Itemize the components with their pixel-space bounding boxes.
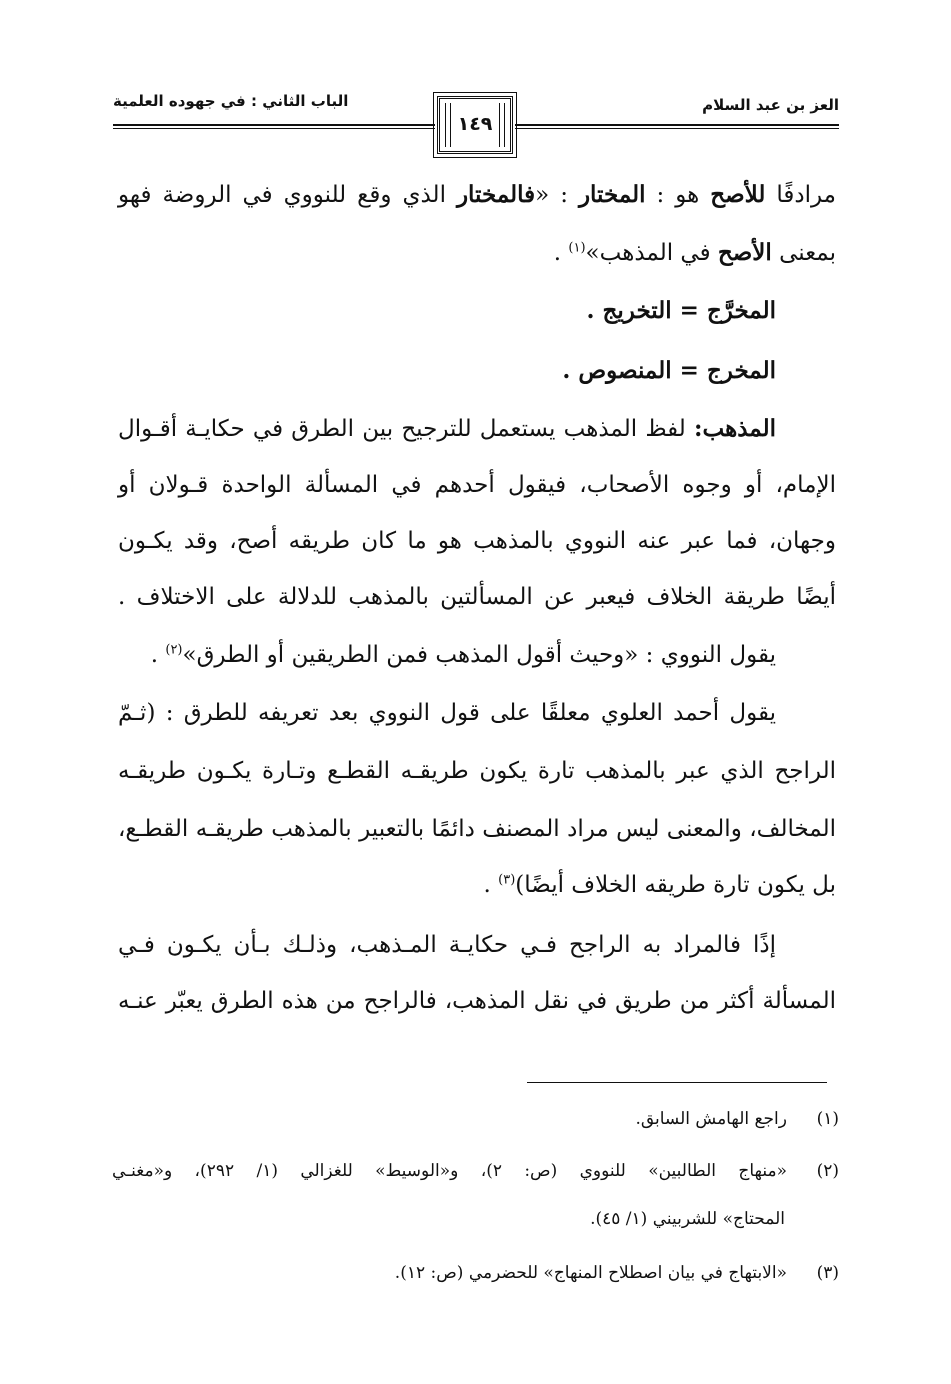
footnote-2-continuation: المحتاج» للشربيني (١/ ٤٥). xyxy=(590,1209,785,1229)
footnote-number: (٣) xyxy=(816,1263,839,1283)
footnote-3: (٣)«الابتهاج في بيان اصطلاح المنهاج» للحضرمي (ص: ١٢). xyxy=(394,1263,839,1283)
body-line: وجهان، فما عبر عنه النووي بالمذهب هو ما كان طريقه أصح، وقد يكـون xyxy=(118,528,836,554)
body-line: بل يكون تارة طريقه الخلاف أيضًا)$^{(٣)}$ . xyxy=(483,872,836,898)
body-line: إذًا فالمراد به الراجح فـي حكايـة المـذهب، وذلـك بـأن يكـون فـي xyxy=(118,932,776,958)
footnote-1: (١)راجع الهامش السابق. xyxy=(635,1109,839,1129)
header-rule-right xyxy=(515,124,839,129)
footnote-separator xyxy=(527,1082,827,1083)
header-rule-left xyxy=(113,124,435,129)
body-line: يقول النووي : «وحيث أقول المذهب فمن الطريقين أو الطرق»$^{(٢)}$ . xyxy=(150,642,776,668)
body-line: مرادفًا للأصح هو : المختار : «فالمختار الذي وقع للنووي في الروضة فهو xyxy=(118,181,836,208)
running-head-book-title: العز بن عبد السلام xyxy=(702,96,839,114)
term-definition: المخرج = المنصوص . xyxy=(562,357,776,384)
page-number: ١٤٩ xyxy=(457,113,493,135)
footnote-number: (٢) xyxy=(816,1161,839,1181)
running-head-chapter-title: الباب الثاني : في جهوده العلمية xyxy=(113,92,349,110)
body-line: بمعنى الأصح في المذهب»$^{(١)}$ . xyxy=(553,239,836,266)
body-line: المذهب: لفظ المذهب يستعمل للترجيح بين الطرق في حكايـة أقـوال xyxy=(118,415,776,442)
term-definition: المخرَّج = التخريج . xyxy=(586,297,776,324)
body-line: الإمام، أو وجوه الأصحاب، فيقول أحدهم في المسألة الواحدة قـولان أو xyxy=(118,472,836,498)
body-line: المسألة أكثر من طريق في نقل المذهب، فالراجح من هذه الطرق يعبّر عنـه xyxy=(118,988,836,1014)
page-number-frame xyxy=(437,96,513,154)
body-line: يقول أحمد العلوي معلقًا على قول النووي بعد تعريفه للطرق : (ثـمّ xyxy=(118,700,776,726)
body-line: المخالف، والمعنى ليس مراد المصنف دائمًا بالتعبير بالمذهب طريقـه القطـع، xyxy=(118,816,836,842)
footnote-number: (١) xyxy=(816,1109,839,1129)
body-line: الراجح الذي عبر بالمذهب تارة يكون طريقـه القطـع وتـارة يكـون طريقـه xyxy=(118,758,836,784)
footnote-2: (٢)«منهاج الطالبين» للنووي (ص: ٢)، و«الوسيط» للغزالي (١/ ٢٩٢)، و«مغنـي xyxy=(112,1161,839,1181)
body-line: أيضًا طريقة الخلاف فيعبر عن المسألتين بالمذهب للدلالة على الاختلاف . xyxy=(118,584,836,610)
